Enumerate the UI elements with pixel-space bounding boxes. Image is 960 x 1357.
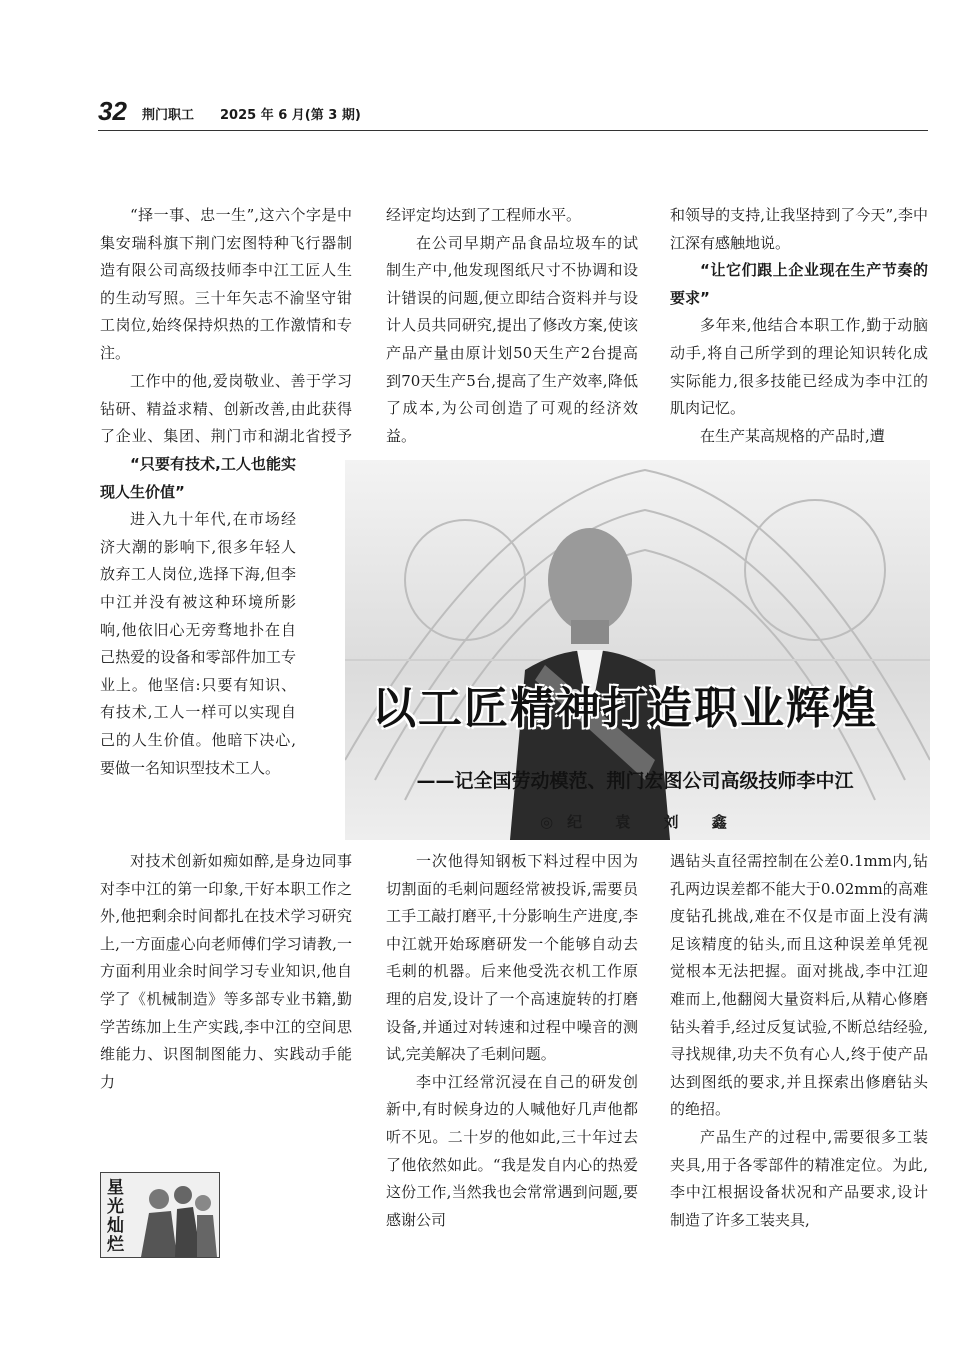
article-title: 以工匠精神打造职业辉煌 — [372, 683, 878, 734]
column-3-bottom — [670, 848, 928, 1234]
column-3-top — [670, 202, 928, 450]
page-header — [98, 96, 928, 131]
paragraph: 和领导的支持,让我坚持到了今天”,李中江深有感触地说。 — [670, 206, 928, 252]
paragraph: 遇钻头直径需控制在公差0.1mm内,钻孔两边误差都不能大于0.02mm的高难度钻孔挑战,难在不仅是市面上没有满足该精度的钻头,而且这种误差单凭视觉根本无法把握。面对挑战,李中江迎难而上,他翻阅大量资料后,从精心修磨钻头着手,经过反复试验,不断总结经验,寻找规律,功夫不负有心人,终于使产品达到图纸的要求,并且探索出修磨钻头的绝招。 — [670, 852, 928, 1119]
paragraph: 多年来,他结合本职工作,勤于动脑动手,将自己所学到的理论知识转化成实际能力,很多技能已经成为李中江的肌肉记忆。 — [670, 316, 928, 418]
paragraph: 产品生产的过程中,需要很多工装夹具,用于各零部件的精准定位。为此,李中江根据设备状况和产品要求,设计制造了许多工装夹具, — [670, 1127, 928, 1229]
issue-date: 2025 年 6 月(第 3 期) — [220, 108, 361, 123]
paragraph: 在公司早期产品食品垃圾车的试制生产中,他发现图纸尺寸不协调和设计错误的问题,便立即结合资料并与设计人员共同研究,提出了修改方案,使该产品产量由原计划50天生产2台提高到70天生产5台,提高了生产效率,降低了成本,为公司创造了可观的经济效益。 — [386, 233, 638, 445]
paragraph: 进入九十年代,在市场经济大潮的影响下,很多年轻人放弃工人岗位,选择下海,但李中江并没有被这种环境所影响,他依旧心无旁骛地扑在自己热爱的设备和零部件加工专业上。他坚信:只要有知识、有技术,工人一样可以实现自己的人生价值。他暗下决心,要做一名知识型技术工人。 — [100, 510, 296, 777]
page-number: 32 — [98, 96, 127, 126]
article-subtitle: ——记全国劳动模范、荆门宏图公司高级技师李中江 — [416, 770, 854, 792]
paragraph: 经评定均达到了工程师水平。 — [386, 206, 582, 224]
logo-figures-icon — [101, 1173, 219, 1257]
paragraph: 在生产某高规格的产品时,遭 — [700, 426, 885, 445]
column-1-bottom — [100, 848, 352, 1160]
section-subheading: “只要有技术,工人也能实现人生价值” — [100, 455, 296, 501]
journal-name: 荆门职工 — [142, 108, 195, 123]
column-logo — [100, 1172, 220, 1258]
author-byline: ◎纪 袁 刘 鑫 — [540, 813, 741, 831]
column-1-narrow — [100, 451, 296, 847]
column-logo-text: 星光灿烂 — [107, 1178, 124, 1255]
column-2-top — [386, 202, 638, 450]
paragraph: “择一事、忠一生”,这六个字是中集安瑞科旗下荆门宏图特种飞行器制造有限公司高级技师李中江工匠人生的生动写照。三十年矢志不渝坚守钳工岗位,始终保持炽热的工作激情和专注。 — [100, 206, 352, 362]
column-1-middle — [100, 368, 352, 454]
paragraph: 工作中的他,爱岗敬业、善于学习钻研、精益求精、创新改善,由此获得了企业、集团、荆门市和湖北省授予 — [100, 372, 352, 446]
column-1-top — [100, 202, 352, 368]
section-subheading: “让它们跟上企业现在生产节奏的要求” — [670, 261, 928, 307]
paragraph: 一次他得知钢板下料过程中因为切割面的毛刺问题经常被投诉,需要员工手工敲打磨平,十分影响生产进度,李中江就开始琢磨研发一个能够自动去毛刺的机器。后来他受洗衣机工作原理的启发,设计了一个高速旋转的打磨设备,并通过对转速和过程中噪音的测试,完美解决了毛刺问题。 — [386, 852, 638, 1064]
paragraph: 李中江经常沉浸在自己的研发创新中,有时候身边的人喊他好几声他都听不见。二十岁的他如此,三十年过去了他依然如此。“我是发自内心的热爱这份工作,当然我也会常常遇到问题,要感谢公司 — [386, 1072, 638, 1229]
column-2-bottom — [386, 848, 638, 1234]
column-1-beside-logo — [228, 1152, 352, 1264]
paragraph: 对技术创新如痴如醉,是身边同事对李中江的第一印象,干好本职工作之外,他把剩余时间都扎在技术学习研究上,一方面虚心向老师傅们学习请教,一方面利用业余时间学习专业知识,他自学了《机械制造》等多部专业书籍,勤学苦练加上生产实践,李中江的空间思维能力、识图制图能力、实践动手能力 — [100, 852, 352, 1091]
